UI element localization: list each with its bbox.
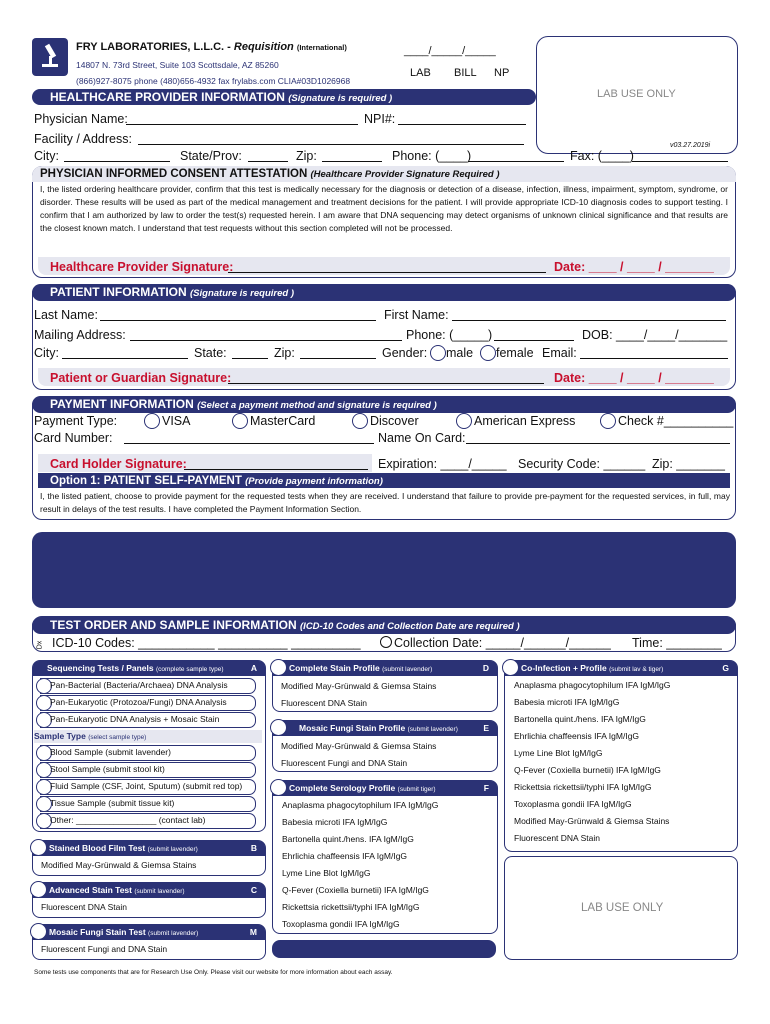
section-a-item-2[interactable]: Pan-Eukaryotic (Protozoa/Fungi) DNA Analysis — [50, 697, 227, 707]
collection-time-field[interactable]: Time: ________ — [632, 636, 722, 650]
section-a-header: Sequencing Tests / Panels (complete sample type) A — [33, 661, 265, 676]
section-g-item-4[interactable]: Ehrlichia chaffeensis IFA IgM/IgG — [514, 731, 640, 741]
patient-signature-date[interactable]: Date: ____ / ____ / _______ — [554, 371, 714, 385]
card-zip-field[interactable]: Zip: _______ — [652, 457, 725, 471]
company-address: 14807 N. 73rd Street, Suite 103 Scottsdale, AZ 85260 — [76, 60, 279, 70]
blank-navy-panel — [32, 532, 736, 608]
lab-use-only-bottom-box — [504, 856, 738, 960]
section-g-item-8[interactable]: Toxoplasma gondii IFA IgM/IgG — [514, 799, 632, 809]
gender-male-label: male — [446, 346, 474, 360]
section-e-header: Mosaic Fungi Stain Profile (submit lavender) E — [273, 721, 497, 736]
version-number: v03.27.2019i — [670, 142, 711, 149]
email-field[interactable] — [580, 358, 728, 359]
section-d-item-2[interactable]: Fluorescent DNA Stain — [281, 698, 367, 708]
email-label: Email: — [542, 346, 577, 360]
section-c-item[interactable]: Fluorescent DNA Stain — [41, 902, 127, 912]
test-order-section-bar: TEST ORDER AND SAMPLE INFORMATION (ICD-10 Codes and Collection Date are required ) — [32, 617, 736, 634]
patient-state-label: State: — [194, 346, 227, 360]
section-g-item-9[interactable]: Modified May-Grünwald & Giemsa Stains — [514, 816, 670, 826]
provider-state-field[interactable] — [248, 161, 288, 162]
payment-visa-label: VISA — [162, 414, 191, 428]
section-c-header: Advanced Stain Test (submit lavender) C — [33, 883, 265, 898]
company-contact: (866)927-8075 phone (480)656-4932 fax frylabs.com CLIA#03D1026968 — [76, 76, 351, 86]
lab-use-only-box — [536, 36, 738, 154]
provider-phone-label: Phone: (____) — [392, 149, 472, 163]
section-m-header: Mosaic Fungi Stain Test (submit lavender) M — [33, 925, 265, 940]
provider-zip-label: Zip: — [296, 149, 317, 163]
lab-use-only-label: LAB USE ONLY — [597, 88, 676, 100]
sample-type-item-4[interactable]: Tissue Sample (submit tissue kit) — [50, 798, 175, 808]
payment-check-radio[interactable] — [600, 413, 616, 429]
provider-phone-field[interactable] — [468, 161, 564, 162]
section-f-item-4[interactable]: Ehrlichia chaffeensis IFA IgM/IgG — [282, 851, 408, 861]
first-name-label: First Name: — [384, 308, 449, 322]
security-code-field[interactable]: Security Code: ______ — [518, 457, 646, 471]
provider-fax-label: Fax: (____) — [570, 149, 634, 163]
company-name: FRY LABORATORIES, L.L.C. - Requisition (International) — [76, 41, 347, 53]
npi-field[interactable] — [398, 124, 526, 125]
patient-state-field[interactable] — [232, 358, 268, 359]
section-c-advanced-stain — [32, 882, 266, 918]
lab-use-only-bottom-label: LAB USE ONLY — [581, 902, 664, 914]
patient-zip-label: Zip: — [274, 346, 295, 360]
provider-signature-field[interactable] — [228, 272, 546, 273]
sample-type-title: Sample Type (select sample type) — [34, 731, 147, 741]
provider-signature-date[interactable]: Date: ____ / ____ / _______ — [554, 260, 714, 274]
last-name-label: Last Name: — [34, 308, 98, 322]
card-number-label: Card Number: — [34, 431, 113, 445]
npi-label: NPI#: — [364, 112, 396, 126]
microscope-icon — [40, 44, 60, 70]
section-b-item[interactable]: Modified May-Grünwald & Giemsa Stains — [41, 860, 197, 870]
sample-type-item-3[interactable]: Fluid Sample (CSF, Joint, Sputum) (submit red top) — [50, 781, 243, 791]
section-g-item-10[interactable]: Fluorescent DNA Stain — [514, 833, 600, 843]
section-f-item-2[interactable]: Babesia microti IFA IgM/IgG — [282, 817, 388, 827]
patient-signature-label: Patient or Guardian Signature: — [50, 371, 232, 385]
provider-state-label: State/Prov: — [180, 149, 242, 163]
provider-section-bar: HEALTHCARE PROVIDER INFORMATION (Signature is required ) — [32, 89, 536, 105]
section-f-item-1[interactable]: Anaplasma phagocytophilum IFA IgM/IgG — [282, 800, 439, 810]
lab-bill-np-dates: ____/_____/_____ — [404, 45, 496, 57]
gender-male-radio[interactable] — [430, 345, 446, 361]
section-f-item-5[interactable]: Lyme Line Blot IgM/IgG — [282, 868, 371, 878]
logo — [32, 38, 68, 76]
section-e-mosaic-fungi-profile — [272, 720, 498, 772]
facility-field[interactable] — [138, 144, 524, 145]
last-name-field[interactable] — [100, 320, 376, 321]
section-g-item-7[interactable]: Rickettsia rickettsii/typhi IFA IgM/IgG — [514, 782, 652, 792]
gender-female-label: female — [496, 346, 534, 360]
payment-type-label: Payment Type: — [34, 414, 118, 428]
sample-type-item-1[interactable]: Blood Sample (submit lavender) — [50, 747, 171, 757]
section-m-item[interactable]: Fluorescent Fungi and DNA Stain — [41, 944, 168, 954]
provider-zip-field[interactable] — [322, 161, 382, 162]
name-on-card-label: Name On Card: — [378, 431, 466, 445]
patient-zip-field[interactable] — [300, 358, 376, 359]
provider-city-field[interactable] — [64, 161, 170, 162]
consent-text: I, the listed ordering healthcare provider, confirm that this test is medically necessary for the diagnosis or detection of a disease, infection, illness, impairment, symptom, syndrome, or disorder. These results will be used as part of the medical management and treatment decisions for the patient. I will provide appropriate ICD-10 diagnosis codes to support testing. I confirm that I am authorized by law to order the test(s) requested herein. I am aware that DNA sequencing may detect organisms of unknown clinical significance and that results are the closest known match. I understand that test requests without this section completed will not be processed. — [40, 184, 728, 233]
section-f-header: Complete Serology Profile (submit tiger) F — [273, 781, 497, 796]
card-signature-field[interactable] — [184, 469, 368, 470]
payment-discover-radio[interactable] — [352, 413, 368, 429]
consent-title: PHYSICIAN INFORMED CONSENT ATTESTATION (Healthcare Provider Signature Required ) — [40, 168, 500, 180]
section-m-mosaic-fungi-test — [32, 924, 266, 960]
section-g-item-2[interactable]: Babesia microti IFA IgM/IgG — [514, 697, 620, 707]
expiration-field[interactable]: Expiration: ____/_____ — [378, 457, 507, 471]
section-e-item-1[interactable]: Modified May-Grünwald & Giemsa Stains — [281, 741, 437, 751]
lab-label: LAB — [410, 67, 431, 79]
option1-title: Option 1: PATIENT SELF-PAYMENT (Provide payment information) — [50, 475, 383, 487]
section-d-item-1[interactable]: Modified May-Grünwald & Giemsa Stains — [281, 681, 437, 691]
section-d-checkbox[interactable] — [270, 659, 287, 676]
section-g-header: Co-Infection + Profile (submit lav & tiger) G — [505, 661, 737, 676]
icd10-codes-field[interactable]: ICD-10 Codes: ___________ __________ __________ — [52, 636, 361, 650]
section-g-item-6[interactable]: Q-Fever (Coxiella burnetii) IFA IgM/IgG — [514, 765, 661, 775]
patient-city-label: City: — [34, 346, 59, 360]
provider-city-label: City: — [34, 149, 59, 163]
section-a-item-3[interactable]: Pan-Eukaryotic DNA Analysis + Mosaic Stain — [50, 714, 220, 724]
dx-label: Dx — [36, 640, 44, 650]
card-signature-label: Card Holder Signature: — [50, 457, 187, 471]
section-g-item-5[interactable]: Lyme Line Blot IgM/IgG — [514, 748, 603, 758]
sample-type-item-5[interactable]: Other: _________________ (contact lab) — [50, 815, 206, 825]
section-c-checkbox[interactable] — [30, 881, 47, 898]
bill-label: BILL — [454, 67, 477, 79]
section-b-blood-film — [32, 840, 266, 876]
dob-field[interactable]: DOB: ____/____/_______ — [582, 328, 728, 342]
mailing-address-label: Mailing Address: — [34, 328, 126, 342]
mailing-address-field[interactable] — [130, 340, 402, 341]
section-g-checkbox[interactable] — [502, 659, 519, 676]
patient-signature-field[interactable] — [228, 383, 544, 384]
payment-visa-radio[interactable] — [144, 413, 160, 429]
section-e-checkbox[interactable] — [270, 719, 287, 736]
section-f-item-7[interactable]: Rickettsia rickettsii/typhi IFA IgM/IgG — [282, 902, 420, 912]
clock-icon — [380, 636, 392, 648]
payment-discover-label: Discover — [370, 414, 419, 428]
section-b-checkbox[interactable] — [30, 839, 47, 856]
payment-check-label[interactable]: Check #__________ — [618, 414, 734, 428]
blank-navy-strip — [272, 940, 496, 958]
section-f-checkbox[interactable] — [270, 779, 287, 796]
patient-city-field[interactable] — [62, 358, 188, 359]
payment-section-bar: PAYMENT INFORMATION (Select a payment method and signature is required ) — [32, 396, 736, 413]
section-f-item-8[interactable]: Toxoplasma gondii IFA IgM/IgG — [282, 919, 400, 929]
name-on-card-field[interactable] — [466, 443, 730, 444]
payment-amex-radio[interactable] — [456, 413, 472, 429]
section-f-item-3[interactable]: Bartonella quint./hens. IFA IgM/IgG — [282, 834, 414, 844]
physician-name-label: Physician Name: — [34, 112, 128, 126]
payment-mastercard-radio[interactable] — [232, 413, 248, 429]
section-m-checkbox[interactable] — [30, 923, 47, 940]
sample-type-item-2[interactable]: Stool Sample (submit stool kit) — [50, 764, 165, 774]
provider-signature-label: Healthcare Provider Signature: — [50, 260, 234, 274]
section-b-header: Stained Blood Film Test (submit lavender) B — [33, 841, 265, 856]
section-e-item-2[interactable]: Fluorescent Fungi and DNA Stain — [281, 758, 408, 768]
patient-phone-label: Phone: (_____) — [406, 328, 493, 342]
provider-fax-field[interactable] — [632, 161, 728, 162]
patient-phone-field[interactable] — [494, 340, 574, 341]
payment-mastercard-label: MasterCard — [250, 414, 316, 428]
section-d-complete-stain — [272, 660, 498, 712]
section-a-item-1[interactable]: Pan-Bacterial (Bacteria/Archaea) DNA Analysis — [50, 680, 228, 690]
card-number-field[interactable] — [124, 443, 374, 444]
gender-female-radio[interactable] — [480, 345, 496, 361]
gender-label: Gender: — [382, 346, 428, 360]
footer-note: Some tests use components that are for Research Use Only. Please visit our website for more information about each assay. — [34, 969, 393, 976]
section-d-header: Complete Stain Profile (submit lavender) D — [273, 661, 497, 676]
facility-label: Facility / Address: — [34, 132, 132, 146]
section-f-item-6[interactable]: Q-Fever (Coxiella burnetii) IFA IgM/IgG — [282, 885, 429, 895]
patient-section-bar: PATIENT INFORMATION (Signature is required ) — [32, 284, 736, 301]
collection-date-field[interactable]: Collection Date: _____/______/______ — [394, 636, 611, 650]
physician-name-field[interactable] — [126, 124, 358, 125]
first-name-field[interactable] — [452, 320, 726, 321]
payment-amex-label: American Express — [474, 414, 576, 428]
option1-text: I, the listed patient, choose to provide payment for the requested tests when they are received. I understand that failure to provide pre-payment for the requested services, in full, may result in delays of the test results. I have completed the Payment Information Section. — [40, 491, 730, 514]
np-label: NP — [494, 67, 510, 79]
section-g-item-3[interactable]: Bartonella quint./hens. IFA IgM/IgG — [514, 714, 646, 724]
section-g-item-1[interactable]: Anaplasma phagocytophilum IFA IgM/IgG — [514, 680, 671, 690]
